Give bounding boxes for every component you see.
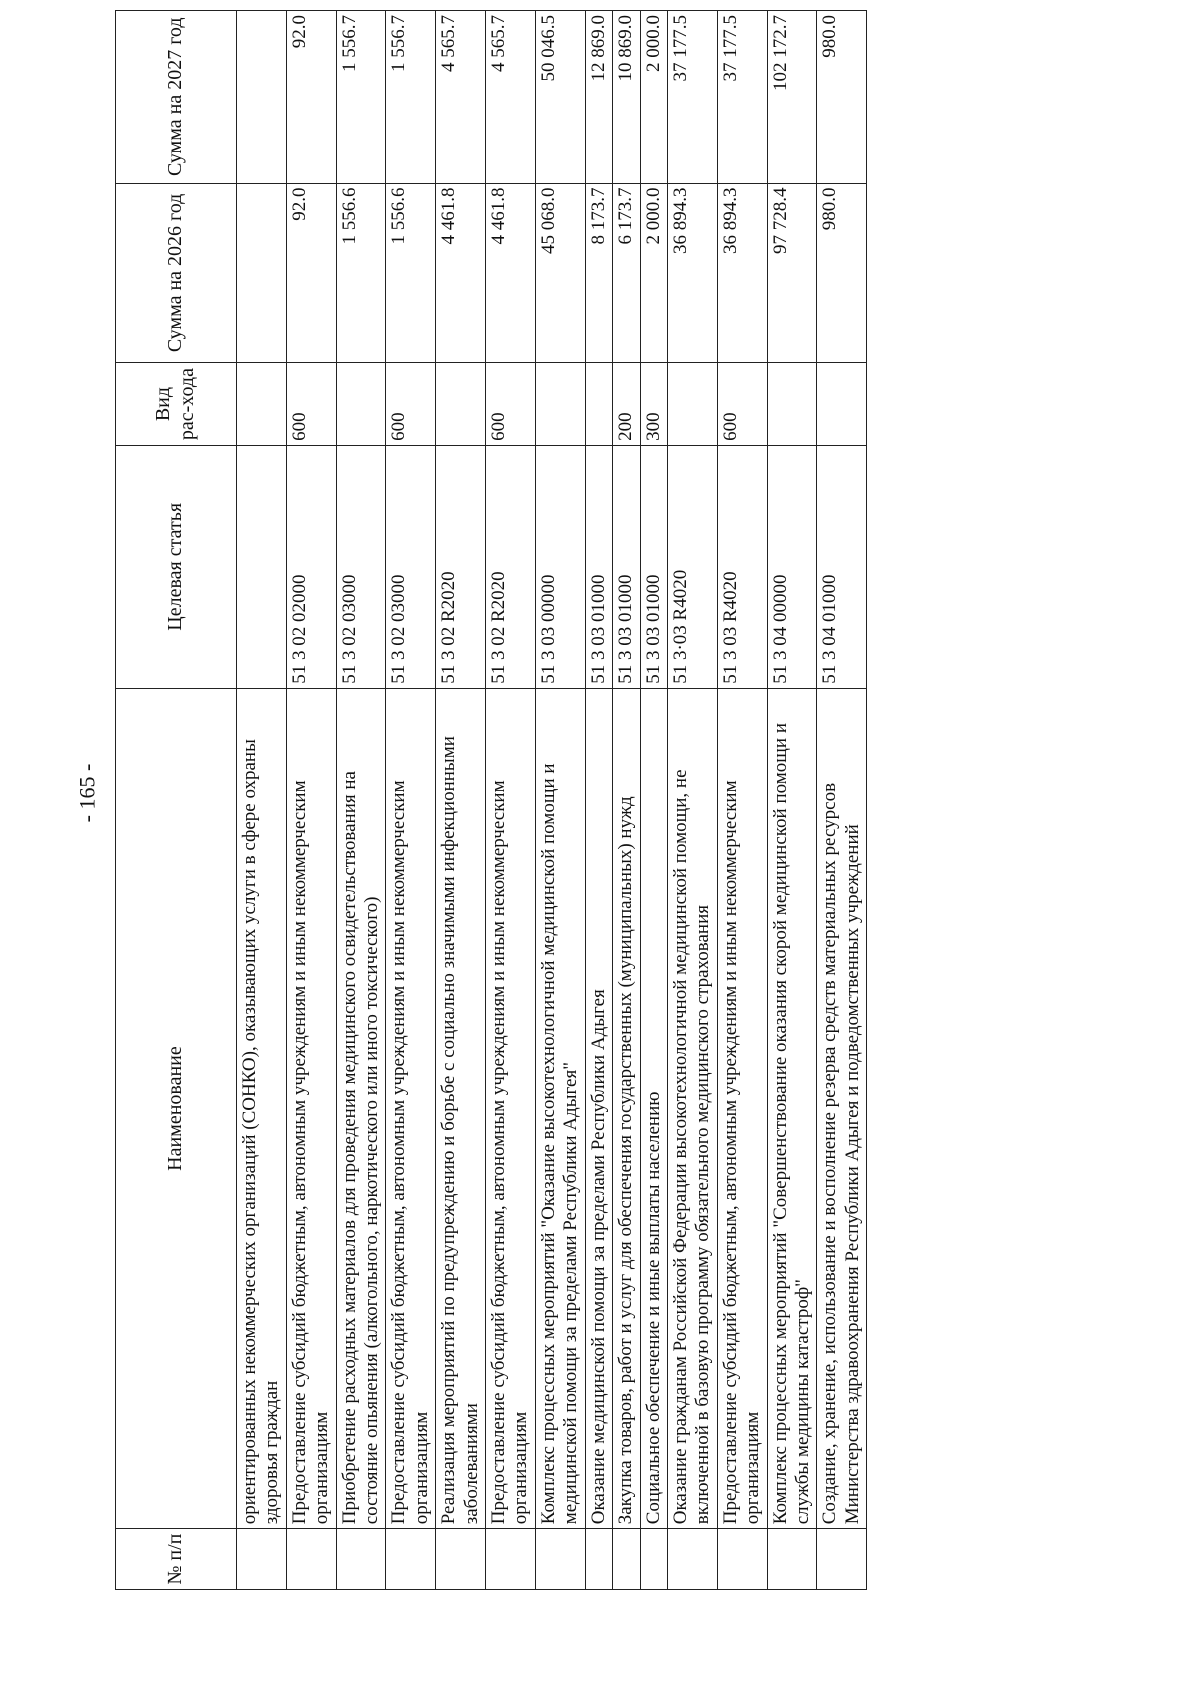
table-header-row (116, 11, 237, 1590)
cell-sum-2027: 4 565.7 (436, 11, 486, 184)
cell-sum-2027: 1 556.7 (336, 11, 386, 184)
table-row (817, 11, 867, 1590)
cell-code: 51 3 03 00000 (535, 445, 585, 688)
cell-vid (237, 363, 287, 446)
table-row (767, 11, 817, 1590)
cell-name: Оказание гражданам Российской Федерации высокотехнологичной медицинской помощи, не включенной в базовую программу обязательного медицинского страхования (667, 688, 717, 1529)
cell-no (286, 1529, 336, 1590)
cell-vid: 600 (386, 363, 436, 446)
cell-vid: 600 (717, 363, 767, 446)
cell-sum-2027: 50 046.5 (535, 11, 585, 184)
header-no: № п/п (116, 1529, 237, 1590)
cell-name: Предоставление субсидий бюджетным, автономным учреждениям и иным некоммерческим организациям (486, 688, 536, 1529)
header-sum-2027: Сумма на 2027 год (116, 11, 237, 184)
cell-name: Предоставление субсидий бюджетным, автономным учреждениям и иным некоммерческим организациям (717, 688, 767, 1529)
cell-no (386, 1529, 436, 1590)
cell-code: 51 3 04 01000 (817, 445, 867, 688)
cell-no (585, 1529, 612, 1590)
cell-no (613, 1529, 640, 1590)
cell-no (486, 1529, 536, 1590)
cell-sum-2027: 37 177.5 (717, 11, 767, 184)
cell-no (336, 1529, 386, 1590)
cell-name: Создание, хранение, использование и восполнение резерва средств материальных ресурсов Министерства здравоохранения Республики Адыгея и подведомственных учреждений (817, 688, 867, 1529)
header-name: Наименование (116, 688, 237, 1529)
cell-vid (667, 363, 717, 446)
cell-sum-2027: 1 556.7 (386, 11, 436, 184)
cell-sum-2027: 4 565.7 (486, 11, 536, 184)
cell-name: ориентированных некоммерческих организаций (СОНКО), оказывающих услуги в сфере охраны здоровья граждан (237, 688, 287, 1529)
cell-sum-2026: 45 068.0 (535, 183, 585, 363)
header-sum-2026: Сумма на 2026 год (116, 183, 237, 363)
cell-code: 51 3 04 00000 (767, 445, 817, 688)
cell-sum-2027 (237, 11, 287, 184)
cell-code: 51 3 03 01000 (585, 445, 612, 688)
cell-vid (436, 363, 486, 446)
cell-sum-2026: 36 894.3 (667, 183, 717, 363)
cell-code: 51 3 02 03000 (386, 445, 436, 688)
cell-name: Реализация мероприятий по предупреждению и борьбе с социально значимыми инфекционными заболеваниями (436, 688, 486, 1529)
cell-sum-2027: 92.0 (286, 11, 336, 184)
cell-no (767, 1529, 817, 1590)
cell-vid: 300 (640, 363, 667, 446)
header-code: Целевая статья (116, 445, 237, 688)
cell-vid: 200 (613, 363, 640, 446)
cell-code: 51 3 02 R2020 (436, 445, 486, 688)
table-body (237, 11, 867, 1590)
cell-sum-2027: 102 172.7 (767, 11, 817, 184)
cell-vid: 600 (486, 363, 536, 446)
cell-sum-2027: 10 869.0 (613, 11, 640, 184)
cell-sum-2026: 97 728.4 (767, 183, 817, 363)
cell-sum-2026: 2 000.0 (640, 183, 667, 363)
table-row (613, 11, 640, 1590)
cell-no (535, 1529, 585, 1590)
cell-sum-2026: 1 556.6 (336, 183, 386, 363)
cell-name: Социальное обеспечение и иные выплаты населению (640, 688, 667, 1529)
cell-no (717, 1529, 767, 1590)
header-vid: Вид рас-хода (116, 363, 237, 446)
cell-no (237, 1529, 287, 1590)
rotated-table-container (115, 10, 995, 1590)
table-row (486, 11, 536, 1590)
cell-code: 51 3 02 03000 (336, 445, 386, 688)
cell-name: Приобретение расходных материалов для проведения медицинского освидетельствования на состояние опьянения (алкогольного, наркотического или иного токсического) (336, 688, 386, 1529)
cell-no (640, 1529, 667, 1590)
cell-sum-2026: 8 173.7 (585, 183, 612, 363)
cell-sum-2026: 92.0 (286, 183, 336, 363)
table-row (286, 11, 336, 1590)
cell-name: Комплекс процессных мероприятий "Оказание высокотехнологичной медицинской помощи и медицинской помощи за пределами Республики Адыгея" (535, 688, 585, 1529)
table-row (386, 11, 436, 1590)
table-row (717, 11, 767, 1590)
cell-sum-2026: 4 461.8 (486, 183, 536, 363)
cell-vid (535, 363, 585, 446)
cell-name: Закупка товаров, работ и услуг для обеспечения государственных (муниципальных) нужд (613, 688, 640, 1529)
cell-name: Комплекс процессных мероприятий "Совершенствование оказания скорой медицинской помощи и службы медицины катастроф" (767, 688, 817, 1529)
cell-sum-2027: 2 000.0 (640, 11, 667, 184)
cell-code: 51 3 02 02000 (286, 445, 336, 688)
cell-no (436, 1529, 486, 1590)
table-row (436, 11, 486, 1590)
cell-vid (817, 363, 867, 446)
cell-sum-2027: 980.0 (817, 11, 867, 184)
cell-name: Оказание медицинской помощи за пределами Республики Адыгея (585, 688, 612, 1529)
cell-sum-2026: 6 173.7 (613, 183, 640, 363)
cell-sum-2027: 12 869.0 (585, 11, 612, 184)
cell-vid (336, 363, 386, 446)
table-row (667, 11, 717, 1590)
table-row (237, 11, 287, 1590)
table-row (535, 11, 585, 1590)
cell-code: 51 3 03 01000 (640, 445, 667, 688)
cell-sum-2026: 1 556.6 (386, 183, 436, 363)
cell-code: 51 3·03 R4020 (667, 445, 717, 688)
cell-code: 51 3 02 R2020 (486, 445, 536, 688)
cell-name: Предоставление субсидий бюджетным, автономным учреждениям и иным некоммерческим организациям (386, 688, 436, 1529)
cell-sum-2026: 4 461.8 (436, 183, 486, 363)
table-row (585, 11, 612, 1590)
page-number: - 165 - (74, 763, 100, 823)
table-row (336, 11, 386, 1590)
cell-vid: 600 (286, 363, 336, 446)
cell-no (667, 1529, 717, 1590)
cell-sum-2026 (237, 183, 287, 363)
table-row (640, 11, 667, 1590)
cell-sum-2027: 37 177.5 (667, 11, 717, 184)
cell-sum-2026: 36 894.3 (717, 183, 767, 363)
cell-code: 51 3 03 01000 (613, 445, 640, 688)
cell-vid (585, 363, 612, 446)
cell-code: 51 3 03 R4020 (717, 445, 767, 688)
cell-vid (767, 363, 817, 446)
budget-table (115, 10, 867, 1590)
cell-sum-2026: 980.0 (817, 183, 867, 363)
cell-name: Предоставление субсидий бюджетным, автономным учреждениям и иным некоммерческим организациям (286, 688, 336, 1529)
cell-no (817, 1529, 867, 1590)
cell-code (237, 445, 287, 688)
